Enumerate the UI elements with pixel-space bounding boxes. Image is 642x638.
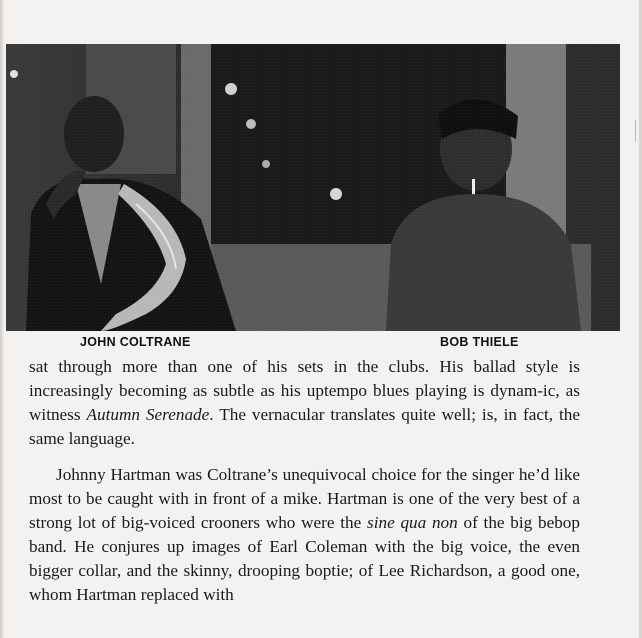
photo-illustration	[6, 44, 620, 331]
paragraph	[29, 463, 580, 607]
margin-mark	[635, 120, 636, 142]
paragraph	[29, 355, 580, 451]
studio-photo	[6, 44, 620, 331]
page-left-edge	[0, 0, 4, 638]
photo-caption-right: BOB THIELE	[440, 335, 519, 349]
body-text	[29, 355, 580, 607]
text-run: of the big bebop band. He conjures up images of Earl Coleman with the big voice, the even bigger collar, and the skinny, drooping boptie; of Lee Richardson, a good one, whom Hartman replaced with	[29, 513, 580, 604]
text-run: . The vernacular translates quite well; is, in fact, the same language.	[29, 405, 581, 448]
text-run: sat through more than one of his sets in the clubs. His ballad style is increasingly becoming as subtle as his uptempo blues playing is dynam-ic, as witness	[29, 357, 580, 424]
text-run: Johnny Hartman was Coltrane’s unequivocal choice for the singer he’d like most to be caught with in front of a mike. Hartman is one of the very best of a strong lot of big-voiced crooners who were the	[29, 465, 580, 532]
latin-phrase: sine qua non	[367, 513, 458, 532]
album-title: Autumn Serenade	[86, 405, 210, 424]
photo-caption-left: JOHN COLTRANE	[80, 335, 191, 349]
